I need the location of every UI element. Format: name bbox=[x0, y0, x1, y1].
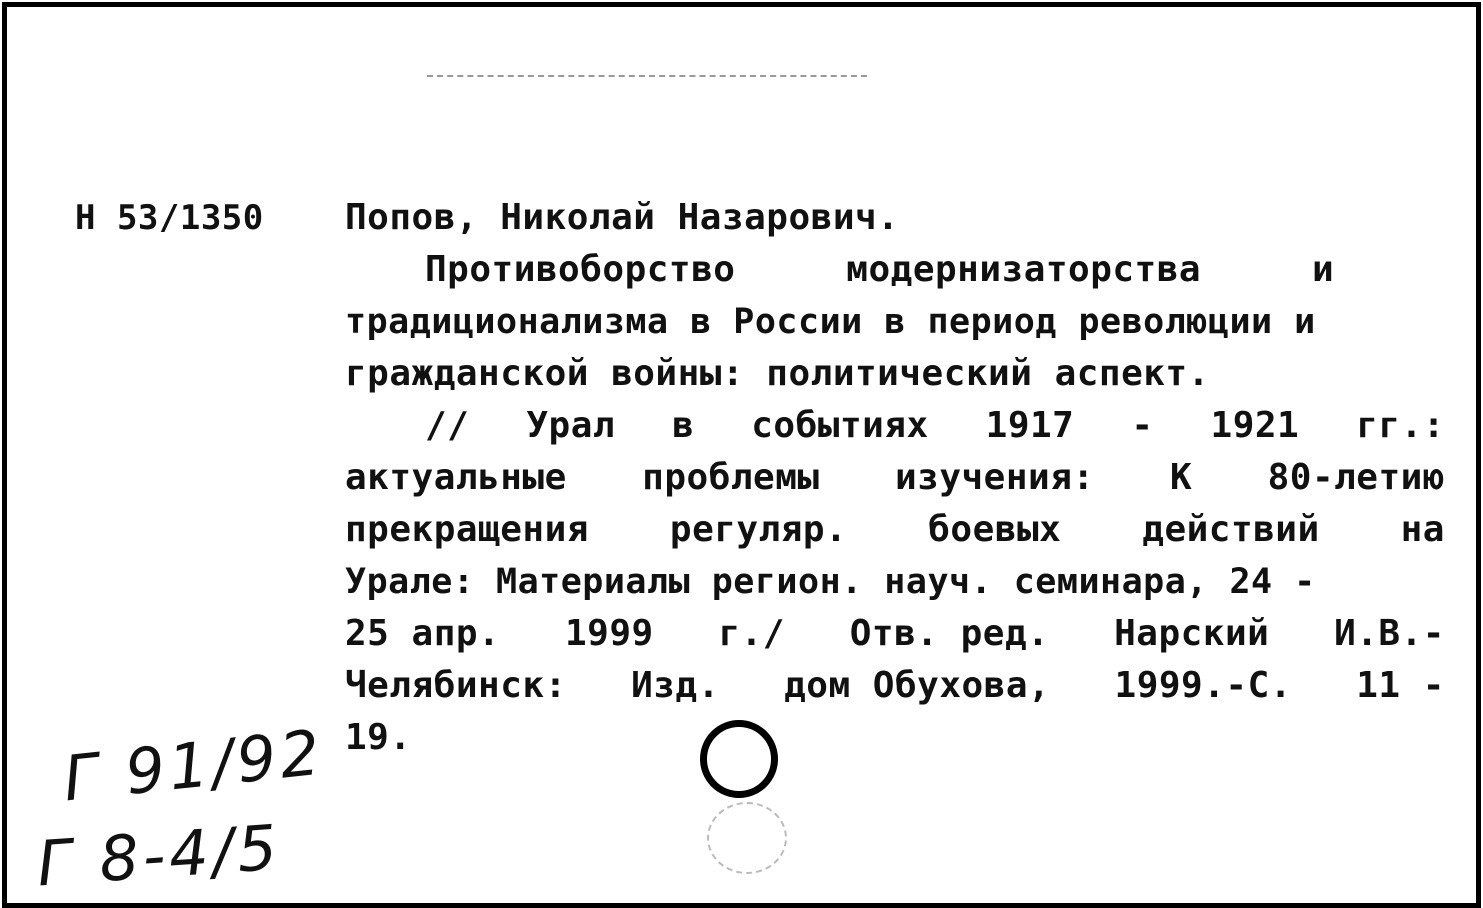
author-line: Попов, Николай Назарович. bbox=[345, 197, 900, 238]
source-word: 1917 bbox=[985, 405, 1075, 446]
source-word: Урал bbox=[526, 405, 616, 446]
source-word: Челябинск: bbox=[345, 665, 567, 706]
title-word: модернизаторства bbox=[846, 249, 1202, 290]
source-word: дом Обухова, bbox=[784, 665, 1051, 706]
source-word: Изд. bbox=[631, 665, 720, 706]
source-word: - bbox=[1131, 405, 1154, 446]
source-line-3 bbox=[345, 504, 1445, 556]
source-word: в bbox=[672, 405, 695, 446]
source-word: 1999.-С. bbox=[1114, 665, 1292, 706]
title-line-3: гражданской войны: политический аспект. bbox=[345, 353, 1210, 394]
source-line-4: Урале: Материалы регион. науч. семинара, 24 - bbox=[345, 562, 1316, 602]
source-word: проблемы bbox=[642, 457, 820, 498]
source-line-6 bbox=[345, 660, 1445, 712]
title-line-1 bbox=[425, 244, 1445, 296]
source-word: Нарский bbox=[1114, 613, 1270, 654]
source-word: действий bbox=[1142, 509, 1320, 550]
source-word: И.В.- bbox=[1334, 613, 1445, 654]
source-word: г./ bbox=[718, 613, 785, 654]
punch-hole-shadow bbox=[707, 802, 787, 874]
source-word: прекращения bbox=[345, 509, 589, 550]
source-word: 1999 bbox=[564, 613, 654, 654]
source-line-5 bbox=[345, 608, 1445, 660]
source-word: актуальные bbox=[345, 457, 567, 498]
title-line-2: традиционализма в России в период революции и bbox=[345, 302, 1316, 342]
source-word: // bbox=[425, 405, 470, 446]
source-word: 25 апр. bbox=[345, 613, 501, 654]
source-word: К bbox=[1169, 457, 1193, 498]
source-word: боевых bbox=[928, 509, 1062, 550]
source-line-1 bbox=[425, 400, 1445, 452]
handwritten-note-1: Г 91/92 bbox=[59, 715, 328, 816]
source-word: 80-летию bbox=[1267, 457, 1445, 498]
title-word: Противоборство bbox=[425, 249, 736, 290]
source-word: изучения: bbox=[894, 457, 1095, 498]
source-word: событиях bbox=[751, 405, 929, 446]
source-word: Отв. ред. bbox=[849, 613, 1050, 654]
source-line-7: 19. bbox=[345, 717, 412, 758]
punch-hole bbox=[700, 720, 778, 798]
source-line-2 bbox=[345, 452, 1445, 504]
source-word: регуляр. bbox=[669, 509, 848, 550]
source-word: 1921 bbox=[1210, 405, 1300, 446]
handwritten-note-2: Г 8-4/5 bbox=[34, 810, 284, 901]
source-word: 11 - bbox=[1356, 665, 1445, 706]
catalog-card bbox=[2, 2, 1481, 908]
faint-dashed-line bbox=[427, 75, 867, 77]
source-word: гг.: bbox=[1356, 405, 1445, 446]
shelf-mark: Н 53/1350 bbox=[75, 198, 264, 238]
source-word: на bbox=[1400, 509, 1445, 550]
title-word: и bbox=[1311, 249, 1335, 290]
